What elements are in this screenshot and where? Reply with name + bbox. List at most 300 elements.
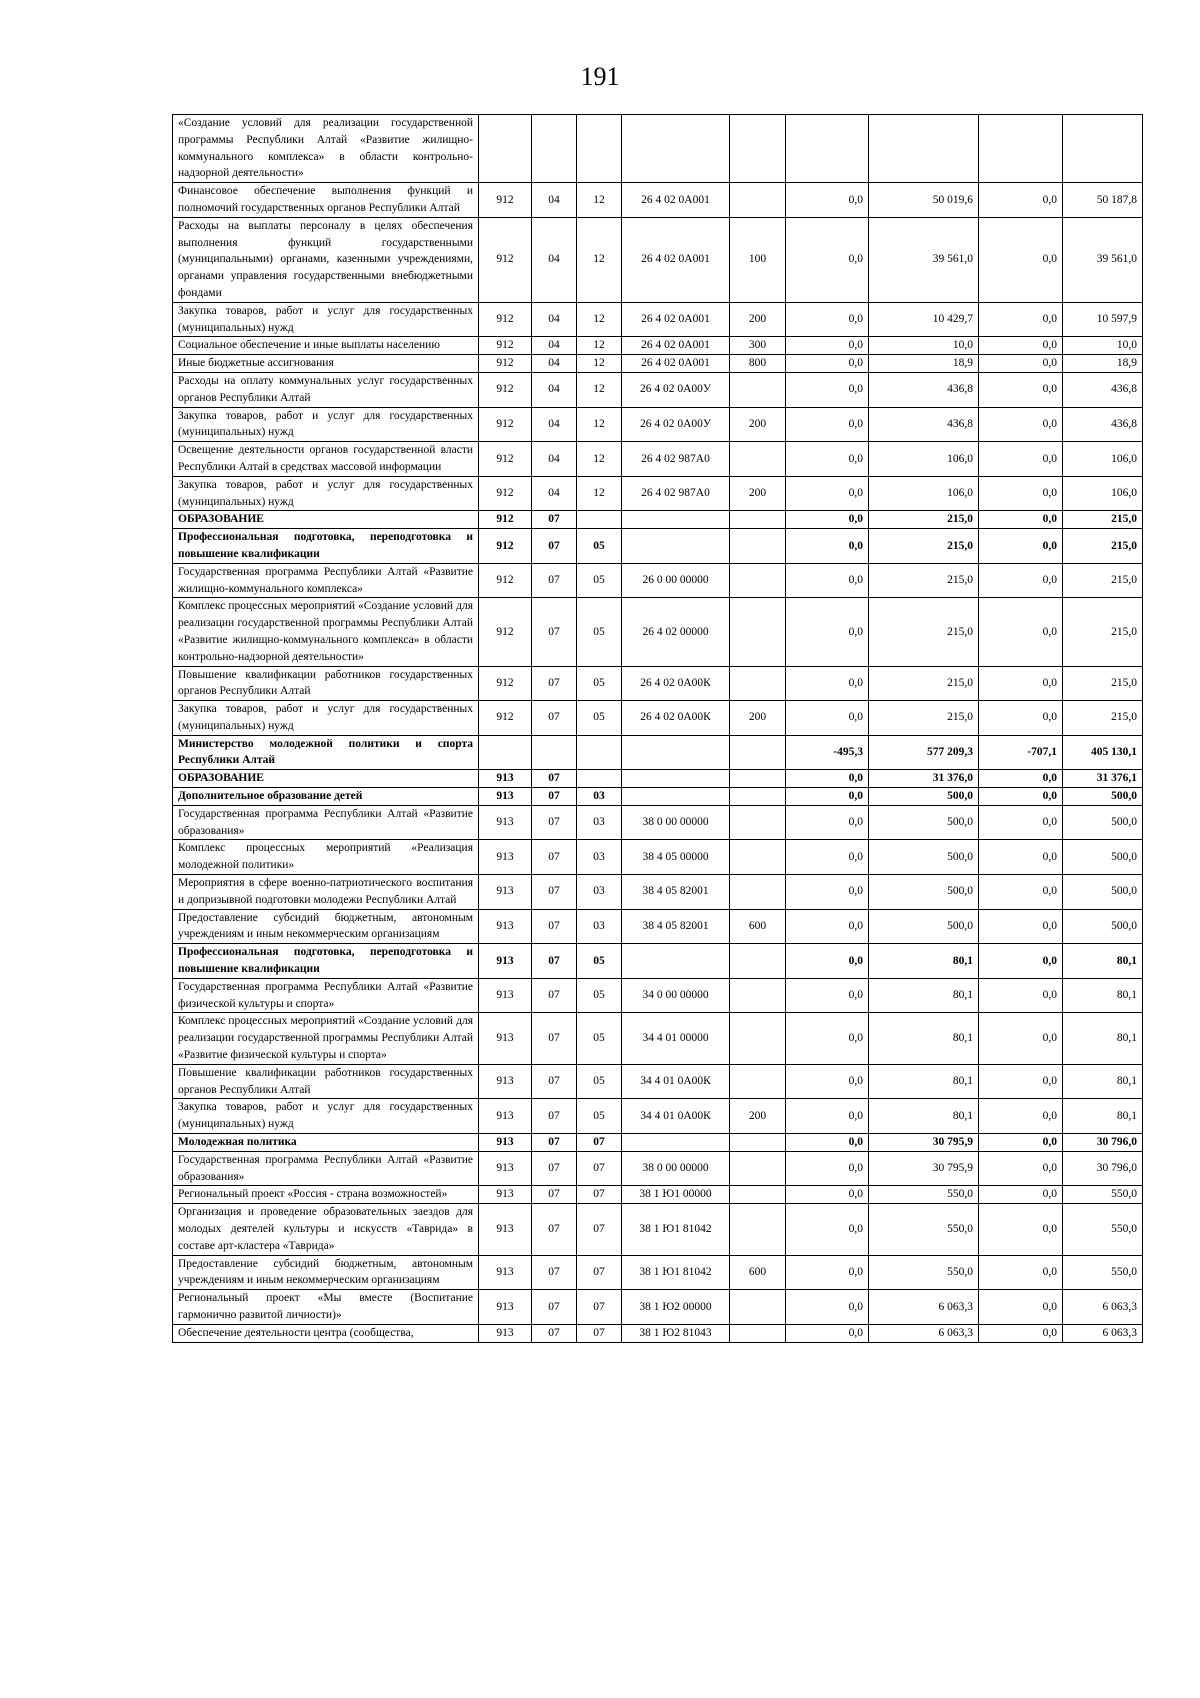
target-article-code: 38 0 00 00000 — [622, 1151, 730, 1186]
table-row — [173, 1324, 1143, 1342]
amount-1: 500,0 — [869, 909, 979, 944]
ved-code: 913 — [479, 1324, 532, 1342]
ved-code: 912 — [479, 563, 532, 598]
target-article-code: 38 4 05 82001 — [622, 875, 730, 910]
ved-code — [479, 115, 532, 183]
amount-2: 550,0 — [1063, 1186, 1143, 1204]
table-row — [173, 909, 1143, 944]
table-row — [173, 840, 1143, 875]
subsection-code: 05 — [577, 666, 622, 701]
table-row — [173, 1099, 1143, 1134]
table-row — [173, 1186, 1143, 1204]
amount-change-1: 0,0 — [786, 701, 869, 736]
expense-type-code: 200 — [730, 1099, 786, 1134]
section-code: 07 — [532, 805, 577, 840]
amount-2: 6 063,3 — [1063, 1290, 1143, 1325]
subsection-code: 07 — [577, 1134, 622, 1152]
amount-change-1: 0,0 — [786, 1186, 869, 1204]
section-code: 07 — [532, 840, 577, 875]
amount-change-2: 0,0 — [979, 1134, 1063, 1152]
section-code: 04 — [532, 407, 577, 442]
section-code: 07 — [532, 875, 577, 910]
subsection-code: 03 — [577, 788, 622, 806]
expense-type-code — [730, 442, 786, 477]
expense-type-code — [730, 372, 786, 407]
amount-change-2: 0,0 — [979, 355, 1063, 373]
table-row — [173, 476, 1143, 511]
expense-type-code — [730, 529, 786, 564]
amount-1: 106,0 — [869, 442, 979, 477]
section-code: 07 — [532, 701, 577, 736]
row-name: Предоставление субсидий бюджетным, автономным учреждениям и иным некоммерческим организациям — [173, 909, 479, 944]
target-article-code: 26 4 02 0А00У — [622, 372, 730, 407]
subsection-code — [577, 735, 622, 770]
ved-code: 912 — [479, 529, 532, 564]
expense-type-code: 100 — [730, 217, 786, 302]
target-article-code: 26 4 02 0А001 — [622, 217, 730, 302]
target-article-code: 38 4 05 00000 — [622, 840, 730, 875]
row-name: ОБРАЗОВАНИЕ — [173, 511, 479, 529]
row-name: Освещение деятельности органов государственной власти Республики Алтай в средствах массовой информации — [173, 442, 479, 477]
section-code: 07 — [532, 909, 577, 944]
expense-type-code — [730, 183, 786, 218]
table-row — [173, 511, 1143, 529]
amount-1: 436,8 — [869, 407, 979, 442]
amount-change-1: 0,0 — [786, 1204, 869, 1255]
table-row — [173, 788, 1143, 806]
row-name: Предоставление субсидий бюджетным, автономным учреждениям и иным некоммерческим организациям — [173, 1255, 479, 1290]
table-row — [173, 337, 1143, 355]
table-row — [173, 875, 1143, 910]
row-name: Региональный проект «Мы вместе (Воспитание гармонично развитой личности)» — [173, 1290, 479, 1325]
row-name: Закупка товаров, работ и услуг для государственных (муниципальных) нужд — [173, 407, 479, 442]
ved-code: 912 — [479, 407, 532, 442]
section-code — [532, 735, 577, 770]
table-row — [173, 115, 1143, 183]
expense-type-code — [730, 598, 786, 666]
amount-change-1: 0,0 — [786, 217, 869, 302]
amount-change-2: 0,0 — [979, 1324, 1063, 1342]
expense-type-code: 300 — [730, 337, 786, 355]
ved-code: 912 — [479, 217, 532, 302]
expense-type-code: 800 — [730, 355, 786, 373]
target-article-code: 34 4 01 00000 — [622, 1013, 730, 1064]
amount-change-1: 0,0 — [786, 770, 869, 788]
target-article-code — [622, 788, 730, 806]
section-code: 07 — [532, 770, 577, 788]
amount-2: 500,0 — [1063, 805, 1143, 840]
row-name: Дополнительное образование детей — [173, 788, 479, 806]
expense-type-code — [730, 115, 786, 183]
subsection-code: 07 — [577, 1255, 622, 1290]
amount-change-2: 0,0 — [979, 770, 1063, 788]
expense-type-code — [730, 840, 786, 875]
ved-code: 912 — [479, 511, 532, 529]
amount-1 — [869, 115, 979, 183]
amount-1: 80,1 — [869, 944, 979, 979]
section-code: 07 — [532, 1204, 577, 1255]
subsection-code — [577, 511, 622, 529]
amount-change-1: 0,0 — [786, 337, 869, 355]
row-name: Региональный проект «Россия - страна возможностей» — [173, 1186, 479, 1204]
table-row — [173, 1151, 1143, 1186]
subsection-code — [577, 115, 622, 183]
amount-2: 18,9 — [1063, 355, 1143, 373]
amount-change-2: 0,0 — [979, 1255, 1063, 1290]
subsection-code: 05 — [577, 944, 622, 979]
section-code: 04 — [532, 302, 577, 337]
row-name: Государственная программа Республики Алтай «Развитие жилищно-коммунального комплекса» — [173, 563, 479, 598]
amount-change-2: 0,0 — [979, 337, 1063, 355]
amount-change-2: 0,0 — [979, 1013, 1063, 1064]
amount-1: 106,0 — [869, 476, 979, 511]
amount-change-2: 0,0 — [979, 1204, 1063, 1255]
amount-change-1: 0,0 — [786, 598, 869, 666]
target-article-code: 26 4 02 0А001 — [622, 337, 730, 355]
ved-code — [479, 735, 532, 770]
target-article-code: 38 1 Ю1 00000 — [622, 1186, 730, 1204]
target-article-code — [622, 735, 730, 770]
amount-1: 500,0 — [869, 875, 979, 910]
amount-2: 10 597,9 — [1063, 302, 1143, 337]
amount-2: 30 796,0 — [1063, 1151, 1143, 1186]
amount-2: 10,0 — [1063, 337, 1143, 355]
amount-2: 106,0 — [1063, 442, 1143, 477]
amount-1: 500,0 — [869, 840, 979, 875]
table-row — [173, 217, 1143, 302]
table-row — [173, 598, 1143, 666]
ved-code: 913 — [479, 1255, 532, 1290]
table-row — [173, 978, 1143, 1013]
subsection-code: 07 — [577, 1324, 622, 1342]
table-row — [173, 442, 1143, 477]
amount-1: 500,0 — [869, 788, 979, 806]
subsection-code: 05 — [577, 978, 622, 1013]
expense-type-code — [730, 978, 786, 1013]
expense-type-code — [730, 1204, 786, 1255]
row-name: Мероприятия в сфере военно-патриотического воспитания и допризывной подготовки молодежи Республики Алтай — [173, 875, 479, 910]
ved-code: 912 — [479, 476, 532, 511]
subsection-code: 12 — [577, 442, 622, 477]
amount-change-2: 0,0 — [979, 840, 1063, 875]
amount-change-2: 0,0 — [979, 183, 1063, 218]
subsection-code: 12 — [577, 183, 622, 218]
amount-2: 215,0 — [1063, 666, 1143, 701]
amount-change-2: 0,0 — [979, 217, 1063, 302]
section-code: 07 — [532, 1099, 577, 1134]
row-name: Комплекс процессных мероприятий «Создание условий для реализации государственной программы Республики Алтай «Развитие физической культуры и спорта» — [173, 1013, 479, 1064]
amount-change-1: 0,0 — [786, 805, 869, 840]
amount-change-1: 0,0 — [786, 372, 869, 407]
section-code: 07 — [532, 511, 577, 529]
subsection-code: 12 — [577, 217, 622, 302]
target-article-code: 38 4 05 82001 — [622, 909, 730, 944]
amount-1: 6 063,3 — [869, 1324, 979, 1342]
table-row — [173, 1064, 1143, 1099]
amount-change-2: 0,0 — [979, 442, 1063, 477]
ved-code: 912 — [479, 337, 532, 355]
amount-change-2: 0,0 — [979, 302, 1063, 337]
amount-2: 215,0 — [1063, 529, 1143, 564]
target-article-code: 26 4 02 987А0 — [622, 476, 730, 511]
amount-1: 215,0 — [869, 563, 979, 598]
expense-type-code — [730, 1064, 786, 1099]
row-name: Закупка товаров, работ и услуг для государственных (муниципальных) нужд — [173, 302, 479, 337]
subsection-code: 03 — [577, 909, 622, 944]
target-article-code — [622, 1134, 730, 1152]
subsection-code: 05 — [577, 1099, 622, 1134]
ved-code: 913 — [479, 1099, 532, 1134]
amount-change-2 — [979, 115, 1063, 183]
target-article-code: 26 4 02 00000 — [622, 598, 730, 666]
amount-1: 80,1 — [869, 1099, 979, 1134]
section-code: 07 — [532, 563, 577, 598]
amount-change-1: 0,0 — [786, 788, 869, 806]
table-row — [173, 183, 1143, 218]
target-article-code: 26 4 02 0А00К — [622, 666, 730, 701]
amount-change-2: 0,0 — [979, 598, 1063, 666]
amount-1: 30 795,9 — [869, 1134, 979, 1152]
amount-change-1: 0,0 — [786, 407, 869, 442]
row-name: Повышение квалификации работников государственных органов Республики Алтай — [173, 666, 479, 701]
expense-type-code — [730, 1151, 786, 1186]
table-row — [173, 529, 1143, 564]
subsection-code: 07 — [577, 1290, 622, 1325]
section-code: 07 — [532, 1290, 577, 1325]
row-name: Министерство молодежной политики и спорта Республики Алтай — [173, 735, 479, 770]
section-code: 07 — [532, 788, 577, 806]
section-code: 04 — [532, 442, 577, 477]
amount-change-2: 0,0 — [979, 944, 1063, 979]
table-row — [173, 805, 1143, 840]
amount-2: 405 130,1 — [1063, 735, 1143, 770]
target-article-code — [622, 944, 730, 979]
target-article-code: 34 4 01 0А00К — [622, 1099, 730, 1134]
amount-2: 215,0 — [1063, 563, 1143, 598]
table-row — [173, 1134, 1143, 1152]
ved-code: 913 — [479, 770, 532, 788]
row-name: Комплекс процессных мероприятий «Создание условий для реализации государственной программы Республики Алтай «Развитие жилищно-коммунального комплекса» в области контрольно-надзорной деятельности» — [173, 598, 479, 666]
row-name: Обеспечение деятельности центра (сообщества, — [173, 1324, 479, 1342]
section-code: 07 — [532, 1151, 577, 1186]
amount-2: 6 063,3 — [1063, 1324, 1143, 1342]
subsection-code: 07 — [577, 1151, 622, 1186]
amount-1: 50 019,6 — [869, 183, 979, 218]
amount-change-2: 0,0 — [979, 476, 1063, 511]
table-row — [173, 407, 1143, 442]
row-name: Закупка товаров, работ и услуг для государственных (муниципальных) нужд — [173, 476, 479, 511]
amount-change-1: 0,0 — [786, 1064, 869, 1099]
amount-change-2: 0,0 — [979, 1290, 1063, 1325]
subsection-code: 05 — [577, 529, 622, 564]
table-row — [173, 735, 1143, 770]
row-name: Финансовое обеспечение выполнения функций и полномочий государственных органов Республики Алтай — [173, 183, 479, 218]
amount-change-2: 0,0 — [979, 788, 1063, 806]
expense-type-code: 200 — [730, 302, 786, 337]
amount-change-2: 0,0 — [979, 1151, 1063, 1186]
target-article-code — [622, 770, 730, 788]
row-name: ОБРАЗОВАНИЕ — [173, 770, 479, 788]
table-row — [173, 666, 1143, 701]
ved-code: 913 — [479, 788, 532, 806]
table-row — [173, 1013, 1143, 1064]
section-code: 04 — [532, 183, 577, 218]
expense-type-code — [730, 788, 786, 806]
amount-1: 215,0 — [869, 529, 979, 564]
ved-code: 913 — [479, 875, 532, 910]
ved-code: 912 — [479, 442, 532, 477]
table-row — [173, 563, 1143, 598]
ved-code: 912 — [479, 701, 532, 736]
ved-code: 913 — [479, 944, 532, 979]
row-name: Социальное обеспечение и иные выплаты населению — [173, 337, 479, 355]
amount-change-2: 0,0 — [979, 875, 1063, 910]
section-code: 04 — [532, 217, 577, 302]
subsection-code: 12 — [577, 407, 622, 442]
expense-type-code: 200 — [730, 476, 786, 511]
section-code: 04 — [532, 372, 577, 407]
target-article-code: 38 1 Ю2 00000 — [622, 1290, 730, 1325]
amount-2: 500,0 — [1063, 875, 1143, 910]
amount-change-1: 0,0 — [786, 666, 869, 701]
subsection-code: 07 — [577, 1204, 622, 1255]
subsection-code: 03 — [577, 805, 622, 840]
section-code: 07 — [532, 666, 577, 701]
subsection-code: 05 — [577, 701, 622, 736]
target-article-code: 26 0 00 00000 — [622, 563, 730, 598]
amount-change-1: -495,3 — [786, 735, 869, 770]
ved-code: 913 — [479, 1151, 532, 1186]
amount-change-1: 0,0 — [786, 563, 869, 598]
table-row — [173, 770, 1143, 788]
subsection-code: 07 — [577, 1186, 622, 1204]
amount-2: 80,1 — [1063, 1064, 1143, 1099]
subsection-code: 03 — [577, 840, 622, 875]
budget-table — [172, 114, 1143, 1343]
expense-type-code — [730, 563, 786, 598]
amount-change-2: 0,0 — [979, 909, 1063, 944]
subsection-code: 12 — [577, 355, 622, 373]
target-article-code — [622, 511, 730, 529]
amount-2: 80,1 — [1063, 1013, 1143, 1064]
target-article-code: 34 0 00 00000 — [622, 978, 730, 1013]
amount-change-2: 0,0 — [979, 666, 1063, 701]
target-article-code — [622, 115, 730, 183]
ved-code: 912 — [479, 302, 532, 337]
amount-change-1: 0,0 — [786, 442, 869, 477]
amount-1: 10,0 — [869, 337, 979, 355]
amount-1: 18,9 — [869, 355, 979, 373]
table-row — [173, 1290, 1143, 1325]
subsection-code: 03 — [577, 875, 622, 910]
amount-1: 215,0 — [869, 598, 979, 666]
amount-2: 436,8 — [1063, 407, 1143, 442]
row-name: Расходы на оплату коммунальных услуг государственных органов Республики Алтай — [173, 372, 479, 407]
amount-change-1: 0,0 — [786, 1151, 869, 1186]
amount-change-1: 0,0 — [786, 302, 869, 337]
subsection-code: 12 — [577, 476, 622, 511]
expense-type-code — [730, 1186, 786, 1204]
amount-2: 436,8 — [1063, 372, 1143, 407]
expense-type-code — [730, 944, 786, 979]
row-name: Молодежная политика — [173, 1134, 479, 1152]
amount-2: 80,1 — [1063, 944, 1143, 979]
subsection-code: 05 — [577, 1013, 622, 1064]
expense-type-code — [730, 1013, 786, 1064]
amount-2: 215,0 — [1063, 598, 1143, 666]
amount-change-2: 0,0 — [979, 511, 1063, 529]
amount-1: 215,0 — [869, 511, 979, 529]
target-article-code: 26 4 02 0А00У — [622, 407, 730, 442]
table-row — [173, 944, 1143, 979]
section-code: 07 — [532, 944, 577, 979]
amount-change-1: 0,0 — [786, 1255, 869, 1290]
ved-code: 913 — [479, 1134, 532, 1152]
target-article-code: 26 4 02 0А001 — [622, 183, 730, 218]
subsection-code: 05 — [577, 1064, 622, 1099]
amount-2: 215,0 — [1063, 511, 1143, 529]
amount-change-1: 0,0 — [786, 511, 869, 529]
expense-type-code — [730, 1290, 786, 1325]
expense-type-code — [730, 666, 786, 701]
expense-type-code — [730, 511, 786, 529]
table-row — [173, 302, 1143, 337]
table-row — [173, 1255, 1143, 1290]
subsection-code: 12 — [577, 372, 622, 407]
amount-change-1: 0,0 — [786, 1324, 869, 1342]
amount-1: 80,1 — [869, 1064, 979, 1099]
amount-2: 500,0 — [1063, 840, 1143, 875]
target-article-code: 38 1 Ю1 81042 — [622, 1255, 730, 1290]
expense-type-code — [730, 1324, 786, 1342]
amount-1: 577 209,3 — [869, 735, 979, 770]
ved-code: 913 — [479, 1064, 532, 1099]
amount-change-2: 0,0 — [979, 563, 1063, 598]
amount-1: 215,0 — [869, 701, 979, 736]
amount-change-1: 0,0 — [786, 944, 869, 979]
amount-change-1: 0,0 — [786, 909, 869, 944]
amount-1: 6 063,3 — [869, 1290, 979, 1325]
page-number: 191 — [580, 62, 620, 91]
expense-type-code — [730, 770, 786, 788]
amount-2: 31 376,1 — [1063, 770, 1143, 788]
row-name: Государственная программа Республики Алтай «Развитие физической культуры и спорта» — [173, 978, 479, 1013]
expense-type-code — [730, 735, 786, 770]
section-code: 07 — [532, 1186, 577, 1204]
expense-type-code: 600 — [730, 1255, 786, 1290]
subsection-code — [577, 770, 622, 788]
row-name: Расходы на выплаты персоналу в целях обеспечения выполнения функций государственными (муниципальными) органами, казенными учреждениями, органами управления государственными внебюджетными фондами — [173, 217, 479, 302]
amount-1: 550,0 — [869, 1204, 979, 1255]
ved-code: 913 — [479, 840, 532, 875]
amount-change-2: 0,0 — [979, 1186, 1063, 1204]
amount-2: 215,0 — [1063, 701, 1143, 736]
amount-change-2: 0,0 — [979, 529, 1063, 564]
amount-change-1: 0,0 — [786, 1099, 869, 1134]
target-article-code — [622, 529, 730, 564]
amount-2: 30 796,0 — [1063, 1134, 1143, 1152]
section-code: 07 — [532, 978, 577, 1013]
section-code: 07 — [532, 598, 577, 666]
row-name: Государственная программа Республики Алтай «Развитие образования» — [173, 1151, 479, 1186]
row-name: Закупка товаров, работ и услуг для государственных (муниципальных) нужд — [173, 701, 479, 736]
section-code: 07 — [532, 529, 577, 564]
expense-type-code — [730, 805, 786, 840]
amount-change-2: -707,1 — [979, 735, 1063, 770]
section-code: 07 — [532, 1324, 577, 1342]
row-name: «Создание условий для реализации государственной программы Республики Алтай «Развитие жилищно-коммунального комплекса» в области контрольно-надзорной деятельности» — [173, 115, 479, 183]
expense-type-code: 200 — [730, 407, 786, 442]
